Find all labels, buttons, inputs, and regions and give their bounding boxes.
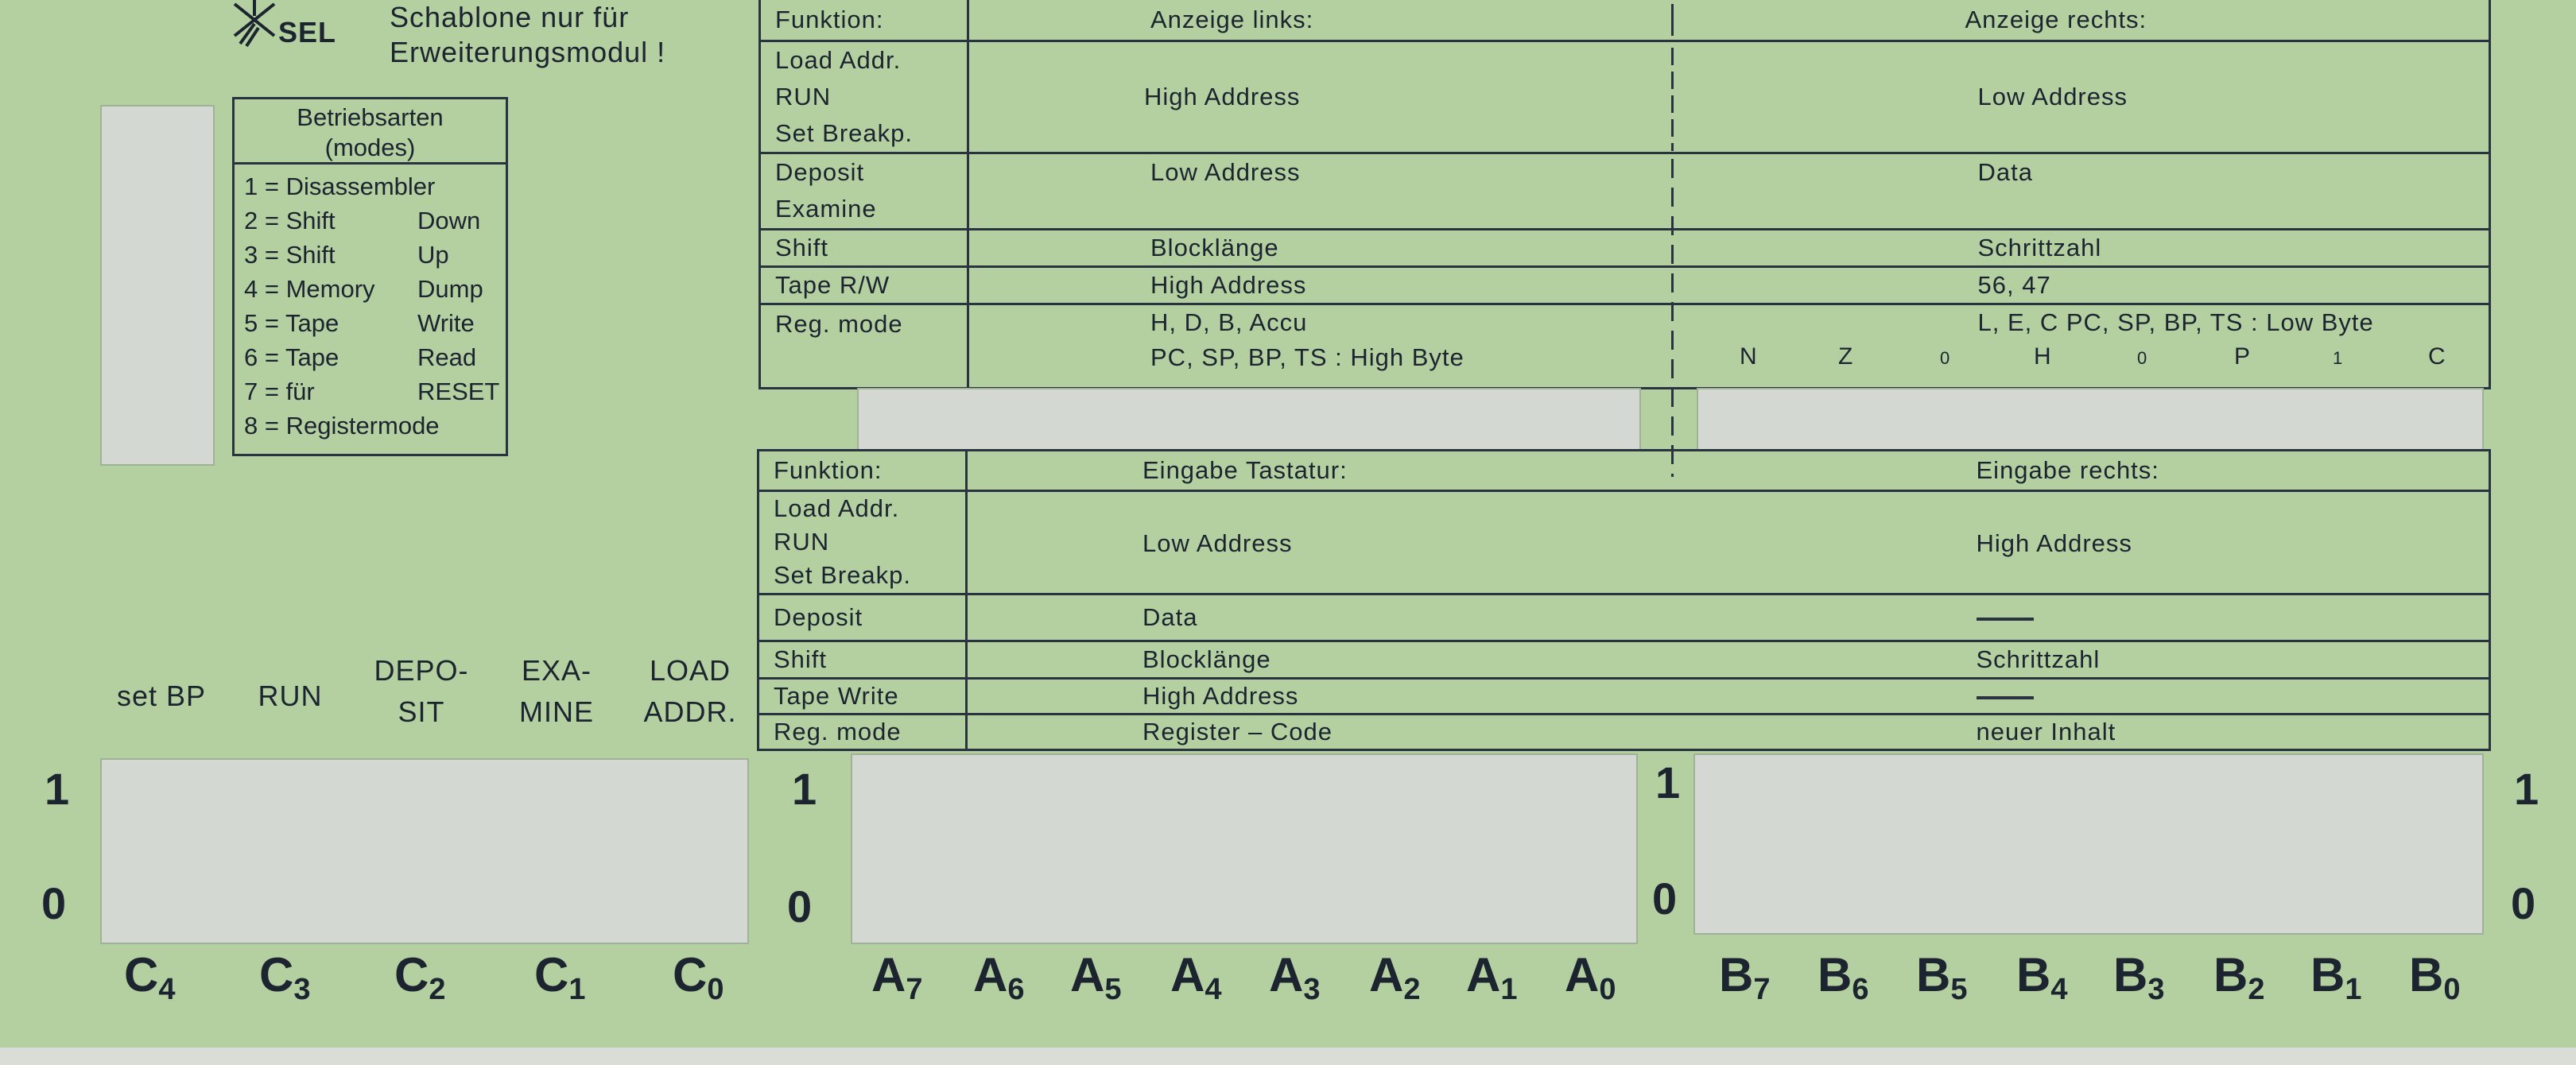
level-low-label: 0 (2511, 878, 2536, 928)
display-window-right (1697, 388, 2484, 451)
input-row-fn (758, 491, 967, 594)
input-row-left: Data (967, 594, 1668, 641)
display-header-function: Funktion: (760, 0, 968, 41)
bit-index: 3 (1303, 973, 1321, 1006)
mode-item-label: 2 = Shift (244, 207, 336, 234)
fn-deposit: Deposit (775, 158, 865, 186)
bit-label (2409, 947, 2460, 1007)
input-row-right (1668, 594, 2490, 641)
mode-item (244, 238, 506, 272)
bit-letter: A (1565, 948, 1600, 1001)
level-low-label: 0 (787, 881, 813, 931)
mode-item-label: 6 = Tape (244, 343, 339, 371)
bit-index: 0 (2443, 973, 2461, 1006)
mode-item-operation: Read (417, 343, 477, 371)
mode-item-operation: Write (417, 309, 475, 337)
bit-label (124, 947, 175, 1007)
bit-label (1070, 947, 1121, 1007)
bit-label (871, 947, 922, 1007)
fn-run: RUN (775, 83, 832, 110)
bit-letter: B (1818, 948, 1852, 1001)
switch-label-examine (493, 650, 620, 733)
bit-letter: A (1466, 948, 1501, 1001)
flag-label: Z (1838, 343, 1855, 370)
bit-label (259, 947, 310, 1007)
bit-label (673, 947, 724, 1007)
level-low-label: 0 (41, 878, 67, 928)
input-row-left: Blocklänge (967, 641, 1668, 679)
bit-letter: C (259, 948, 294, 1001)
bit-letter: A (1369, 948, 1404, 1001)
bit-label (1269, 947, 1320, 1007)
input-header-function: Funktion: (758, 451, 967, 491)
mode-item (244, 374, 506, 409)
switch-window-data (1693, 753, 2484, 935)
display-row-fn: Tape R/W (760, 267, 968, 304)
bit-label (2016, 947, 2067, 1007)
bit-index: 3 (293, 973, 311, 1006)
display-row-right: Schrittzahl (1668, 230, 2490, 267)
no-entry-dash (1977, 618, 2034, 621)
modes-legend-header (235, 99, 506, 165)
separator-upper (1671, 48, 1674, 151)
level-high-label: 1 (1655, 757, 1681, 807)
bit-letter: B (2310, 948, 2345, 1001)
bit-label (1466, 947, 1517, 1007)
flag-label: C (2428, 343, 2447, 370)
mode-item (244, 169, 506, 203)
level-high-label: 1 (2514, 764, 2539, 814)
mode-item (244, 272, 506, 306)
bit-index: 3 (2147, 973, 2165, 1006)
mode-item-operation: Up (417, 241, 449, 269)
bit-index: 7 (1753, 973, 1771, 1006)
bit-label (2310, 947, 2361, 1007)
display-row-left: High Address (968, 267, 1668, 304)
level-high-label: 1 (45, 764, 70, 814)
reg-left-line1: H, D, B, Accu (1150, 308, 1308, 336)
input-row-left: Low Address (967, 491, 1668, 594)
display-row-right (1668, 304, 2490, 389)
mode-item-label: 5 = Tape (244, 309, 339, 337)
display-function-table (758, 0, 2491, 389)
switch-label-text: ADDR. (643, 695, 737, 728)
bit-index: 1 (568, 973, 586, 1006)
switch-label-text: RUN (258, 680, 323, 712)
bit-label (1170, 947, 1221, 1007)
bit-index: 0 (707, 973, 724, 1006)
switch-label-text: DEPO- (374, 654, 469, 687)
mode-item (244, 306, 506, 340)
input-function-table (757, 449, 2491, 751)
bit-label (1916, 947, 1967, 1007)
display-row-right: Data (1668, 153, 2490, 230)
bit-letter: B (2213, 948, 2248, 1001)
bit-label (1719, 947, 1770, 1007)
mode-item-operation: Down (417, 207, 481, 234)
level-low-label: 0 (1652, 873, 1678, 924)
bit-letter: A (1170, 948, 1205, 1001)
switch-label-deposit (358, 650, 485, 733)
mode-item-operation: RESET (417, 378, 500, 405)
bit-index: 5 (1950, 973, 1968, 1006)
mode-item (244, 409, 506, 443)
bit-index: 1 (2345, 973, 2362, 1006)
switch-label-text: LOAD (649, 654, 731, 687)
mode-item-label: 3 = Shift (244, 241, 336, 269)
display-row-fn: Shift (760, 230, 968, 267)
modes-list (235, 165, 506, 443)
fn-set-breakp: Set Breakp. (775, 119, 913, 147)
flag-label: 0 (1940, 348, 1952, 368)
fn-set-breakp: Set Breakp. (774, 561, 911, 589)
bit-label (1369, 947, 1420, 1007)
display-row-left: Low Address (968, 153, 1668, 230)
mode-item-label: 4 = Memory (244, 275, 375, 303)
mode-item (244, 203, 506, 238)
separator-upper (1671, 4, 1674, 36)
bit-label (973, 947, 1024, 1007)
bit-label (394, 947, 445, 1007)
display-row-fn (760, 153, 968, 230)
mode-item-operation: Dump (417, 275, 483, 303)
bit-index: 6 (1852, 973, 1869, 1006)
bit-index: 2 (2248, 973, 2265, 1006)
switch-label-text: set BP (116, 680, 207, 712)
bit-letter: B (2016, 948, 2051, 1001)
bit-index: 6 (1007, 973, 1025, 1006)
bit-index: 4 (2050, 973, 2068, 1006)
mode-display-window (100, 105, 215, 466)
reg-left-line2: PC, SP, BP, TS : High Byte (1150, 343, 1465, 371)
bit-label (2213, 947, 2264, 1007)
bit-letter: B (2113, 948, 2148, 1001)
separator-upper (1671, 159, 1674, 477)
modes-subtitle: (modes) (324, 134, 416, 161)
bit-label (2113, 947, 2164, 1007)
bit-letter: B (1916, 948, 1951, 1001)
display-row-fn: Reg. mode (760, 304, 968, 389)
input-row-left: Register – Code (967, 715, 1668, 750)
bit-letter: B (1719, 948, 1754, 1001)
note-line-1: Schablone nur für (390, 1, 630, 33)
bit-index: 4 (158, 973, 176, 1006)
input-row-fn: Shift (758, 641, 967, 679)
display-header-right: Anzeige rechts: (1668, 0, 2490, 41)
input-row-fn: Reg. mode (758, 715, 967, 750)
input-row-right: High Address (1668, 491, 2490, 594)
bit-label (1818, 947, 1868, 1007)
input-row-fn: Tape Write (758, 679, 967, 715)
flag-label: 0 (2137, 348, 2149, 368)
logo-text: SEL (278, 16, 337, 48)
display-row-right: 56, 47 (1668, 267, 2490, 304)
input-header-left: Eingabe Tastatur: (967, 451, 1668, 491)
bit-index: 2 (1403, 973, 1421, 1006)
fn-run: RUN (774, 528, 830, 556)
switch-label-set-bp (102, 676, 221, 717)
bit-index: 1 (1500, 973, 1518, 1006)
mode-item-label: 7 = für (244, 378, 315, 405)
bit-index: 5 (1104, 973, 1122, 1006)
flag-label: P (2234, 343, 2252, 370)
bit-index: 0 (1599, 973, 1616, 1006)
bit-label (534, 947, 585, 1007)
note-line-2: Erweiterungsmodul ! (390, 36, 666, 68)
bit-letter: C (673, 948, 708, 1001)
modes-legend (232, 97, 508, 456)
display-row-left: High Address (968, 41, 1668, 153)
mode-item-label: 1 = Disassembler (244, 172, 436, 200)
template-note (390, 0, 665, 70)
input-row-fn: Deposit (758, 594, 967, 641)
bottom-edge (0, 1048, 2576, 1065)
display-row-left (968, 304, 1668, 389)
no-entry-dash (1977, 696, 2034, 699)
bit-letter: A (973, 948, 1008, 1001)
display-row-left: Blocklänge (968, 230, 1668, 267)
display-header-left: Anzeige links: (968, 0, 1668, 41)
bit-letter: A (871, 948, 906, 1001)
fn-examine: Examine (775, 195, 877, 223)
input-row-right: neuer Inhalt (1668, 715, 2490, 750)
bit-letter: A (1070, 948, 1105, 1001)
display-row-right: Low Address (1668, 41, 2490, 153)
switch-label-run (231, 676, 350, 717)
fn-load-addr: Load Addr. (774, 494, 900, 522)
switch-label-text: EXA- (521, 654, 592, 687)
switch-label-text: SIT (398, 695, 445, 728)
bit-letter: C (534, 948, 569, 1001)
switch-window-address (851, 753, 1638, 944)
mode-item (244, 340, 506, 374)
bit-index: 2 (429, 973, 446, 1006)
flag-label: H (2034, 343, 2053, 370)
bit-index: 4 (1205, 973, 1222, 1006)
bit-letter: B (2409, 948, 2444, 1001)
display-window-left (857, 388, 1641, 451)
mode-item-label: 8 = Registermode (244, 412, 440, 440)
bit-index: 7 (906, 973, 923, 1006)
input-row-right: Schrittzahl (1668, 641, 2490, 679)
bit-letter: C (394, 948, 429, 1001)
bit-label (1565, 947, 1616, 1007)
switch-window-control (100, 758, 749, 944)
bit-letter: C (124, 948, 159, 1001)
input-row-left: High Address (967, 679, 1668, 715)
bit-letter: A (1269, 948, 1304, 1001)
level-high-label: 1 (792, 764, 817, 814)
input-row-right (1668, 679, 2490, 715)
fn-load-addr: Load Addr. (775, 46, 902, 74)
input-header-right: Eingabe rechts: (1668, 451, 2490, 491)
modes-title: Betriebsarten (297, 103, 444, 131)
switch-label-load-addr (627, 650, 754, 733)
display-row-fn (760, 41, 968, 153)
flag-label: N (1740, 343, 1759, 370)
flag-label: 1 (2333, 348, 2345, 368)
switch-label-text: MINE (519, 695, 594, 728)
reg-right-line1: L, E, C PC, SP, BP, TS : Low Byte (1977, 308, 2374, 336)
